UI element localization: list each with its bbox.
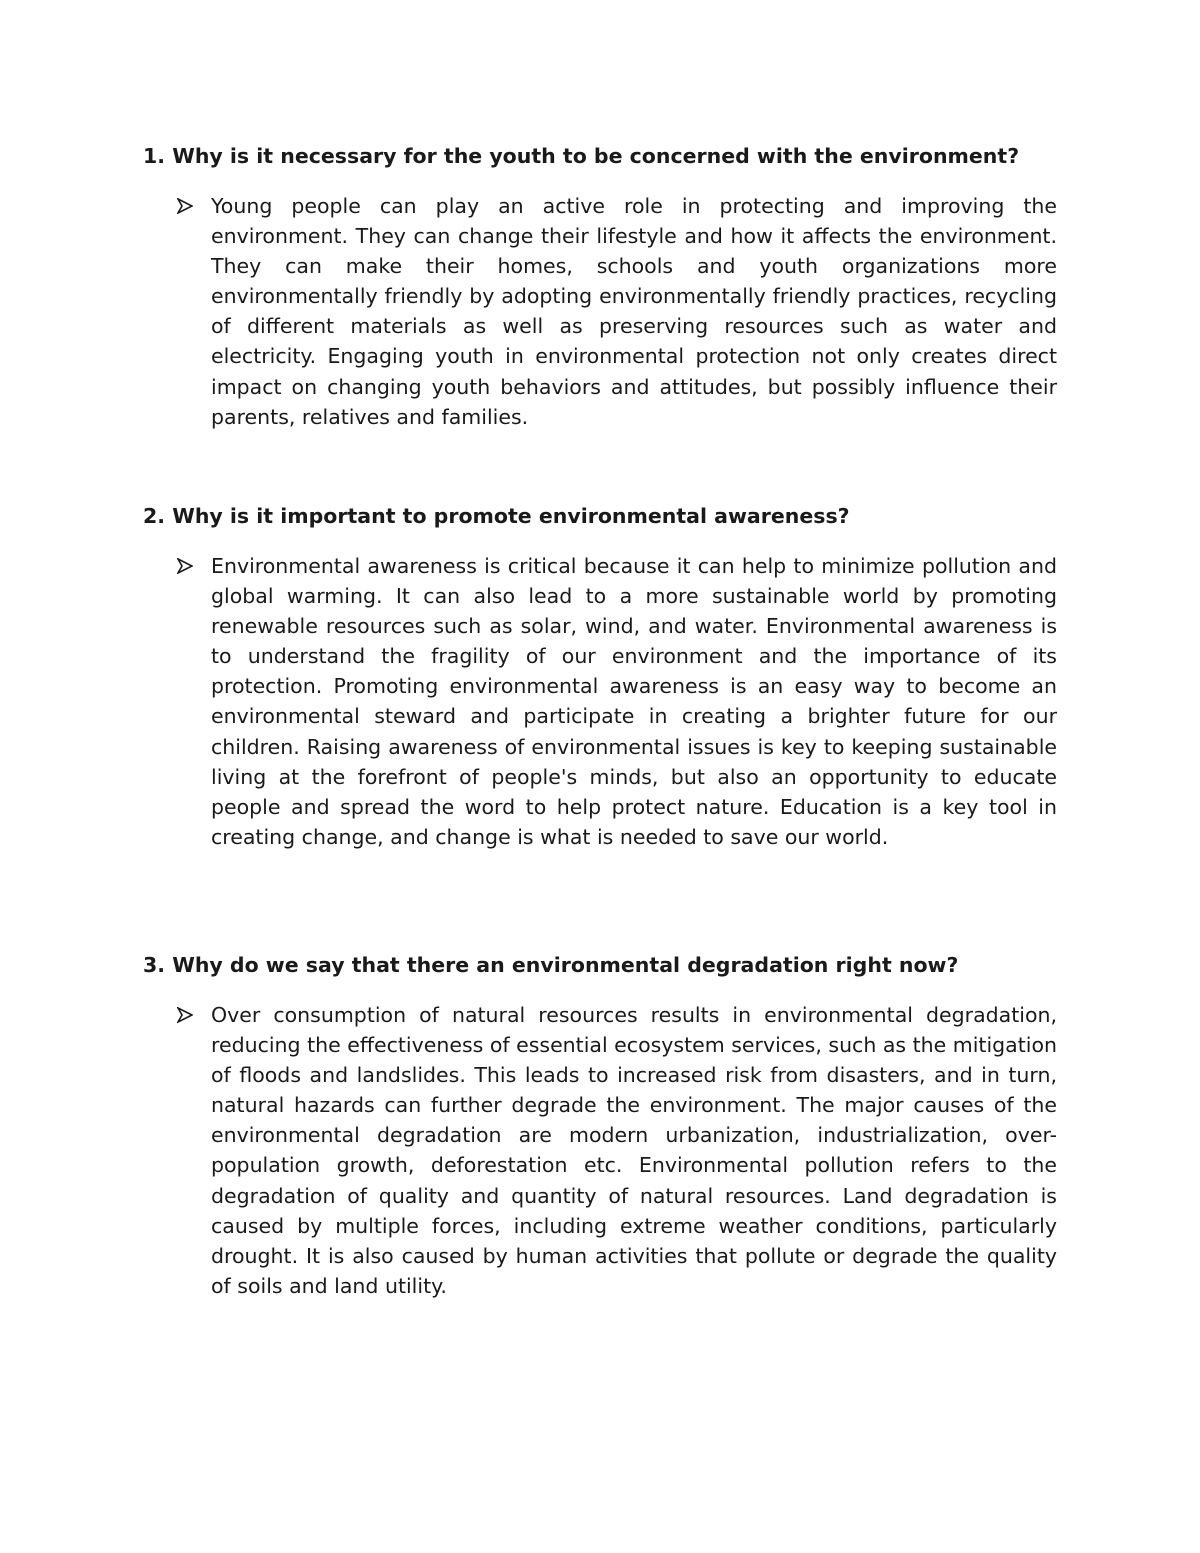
answer-text: Young people can play an active role in protecting and improving the environment. They can change their lifestyle and how it affects the environment. They can make their homes, schools and youth organizations more environmentally friendly by adopting environmentally friendly practices, recycling of different materials as well as preserving resources such as water and electricity. Engaging youth in environmental protection not only creates direct impact on changing youth behaviors and attitudes, but possibly influence their parents, relatives and families.: [211, 194, 1057, 429]
answer-text: Environmental awareness is critical because it can help to minimize pollution and global warming. It can also lead to a more sustainable world by promoting renewable resources such as solar, wind, and water. Environmental awareness is to understand the fragility of our environment and the importance of its protection. Promoting environmental awareness is an easy way to become an environmental steward and participate in creating a brighter future for our children. Raising awareness of environmental issues is key to keeping sustainable living at the forefront of people's minds, but also an opportunity to educate people and spread the word to help protect nature. Education is a key tool in creating change, and change is what is needed to save our world.: [211, 554, 1057, 849]
question-3: [143, 950, 1063, 980]
question-text: Why is it necessary for the youth to be concerned with the environment?: [172, 144, 1020, 168]
question-2: [143, 501, 1063, 531]
arrowhead-bullet-icon: [177, 558, 193, 574]
arrowhead-bullet-icon: [177, 198, 193, 214]
question-text: Why do we say that there an environmental degradation right now?: [172, 953, 959, 977]
answer-2: [177, 551, 1057, 852]
question-text: Why is it important to promote environmental awareness?: [172, 504, 850, 528]
answer-3: [177, 1000, 1057, 1301]
question-1: [143, 141, 1063, 171]
question-number: 1.: [143, 144, 166, 168]
question-number: 2.: [143, 504, 166, 528]
answer-1: [177, 191, 1057, 432]
arrowhead-bullet-icon: [177, 1007, 193, 1023]
answer-text: Over consumption of natural resources results in environmental degradation, reducing the effectiveness of essential ecosystem services, such as the mitigation of floods and landslides. This leads to increased risk from disasters, and in turn, natural hazards can further degrade the environment. The major causes of the environmental degradation are modern urbanization, industrialization, over-population growth, deforestation etc. Environmental pollution refers to the degradation of quality and quantity of natural resources. Land degradation is caused by multiple forces, including extreme weather conditions, particularly drought. It is also caused by human activities that pollute or degrade the quality of soils and land utility.: [211, 1003, 1057, 1298]
question-number: 3.: [143, 953, 166, 977]
